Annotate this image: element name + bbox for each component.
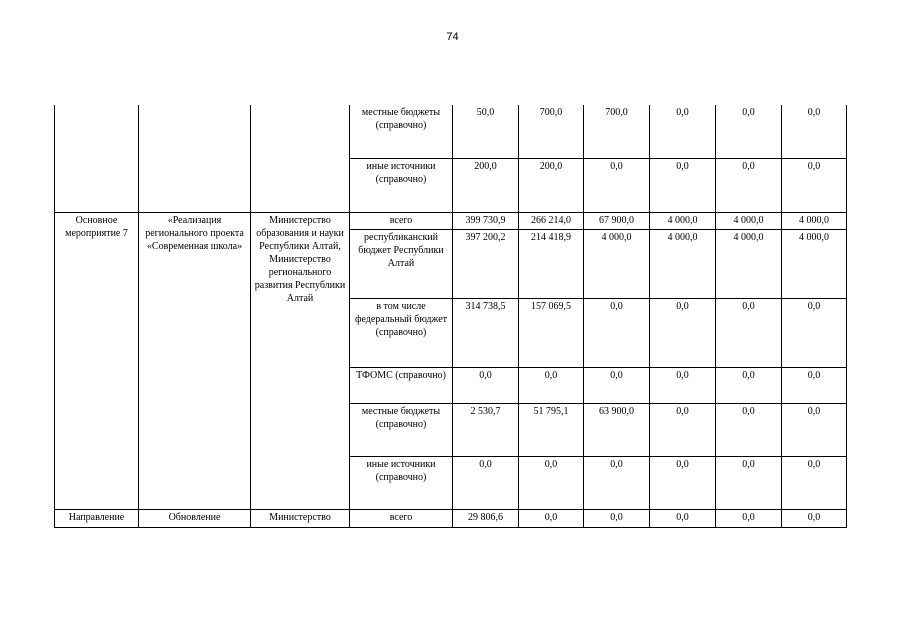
value-cell: 0,0 — [453, 456, 519, 509]
value-cell: 200,0 — [519, 158, 584, 212]
cont-name-cell — [139, 105, 251, 212]
budget-table — [54, 105, 847, 528]
value-cell: 200,0 — [453, 158, 519, 212]
value-cell: 51 795,1 — [519, 403, 584, 456]
value-cell: 0,0 — [519, 456, 584, 509]
source-cell: иные источники (справочно) — [350, 456, 453, 509]
measure-executor-cell: Министерство образования и науки Республики Алтай, Министерство регионального развития Республики Алтай — [251, 212, 350, 509]
value-cell: 4 000,0 — [584, 229, 650, 298]
value-cell: 700,0 — [584, 105, 650, 158]
direction-name-cell: Обновление — [139, 509, 251, 527]
value-cell: 0,0 — [519, 509, 584, 527]
value-cell: 0,0 — [584, 298, 650, 367]
direction-executor-cell: Министерство — [251, 509, 350, 527]
value-cell: 399 730,9 — [453, 212, 519, 229]
cont-executor-cell — [251, 105, 350, 212]
table-row — [55, 105, 847, 158]
direction-type-cell: Направление — [55, 509, 139, 527]
value-cell: 0,0 — [584, 456, 650, 509]
value-cell: 2 530,7 — [453, 403, 519, 456]
value-cell: 4 000,0 — [782, 229, 847, 298]
value-cell: 0,0 — [716, 456, 782, 509]
value-cell: 0,0 — [782, 509, 847, 527]
value-cell: 63 900,0 — [584, 403, 650, 456]
value-cell: 700,0 — [519, 105, 584, 158]
table-row — [55, 509, 847, 527]
value-cell: 67 900,0 — [584, 212, 650, 229]
page-number: 74 — [446, 31, 459, 43]
value-cell: 50,0 — [453, 105, 519, 158]
value-cell: 266 214,0 — [519, 212, 584, 229]
source-cell: всего — [350, 212, 453, 229]
measure-name-cell: «Реализация регионального проекта «Современная школа» — [139, 212, 251, 509]
value-cell: 0,0 — [716, 367, 782, 403]
value-cell: 4 000,0 — [716, 212, 782, 229]
source-cell: в том числе федеральный бюджет (справочно) — [350, 298, 453, 367]
value-cell: 0,0 — [650, 367, 716, 403]
source-cell: всего — [350, 509, 453, 527]
value-cell: 0,0 — [782, 158, 847, 212]
source-cell: ТФОМС (справочно) — [350, 367, 453, 403]
table-row — [55, 212, 847, 229]
measure-type-cell: Основное мероприятие 7 — [55, 212, 139, 509]
value-cell: 0,0 — [584, 509, 650, 527]
value-cell: 0,0 — [716, 403, 782, 456]
value-cell: 0,0 — [716, 509, 782, 527]
value-cell: 4 000,0 — [716, 229, 782, 298]
cont-type-cell — [55, 105, 139, 212]
value-cell: 0,0 — [453, 367, 519, 403]
table-body — [55, 105, 847, 527]
value-cell: 4 000,0 — [650, 229, 716, 298]
source-cell: республиканский бюджет Республики Алтай — [350, 229, 453, 298]
value-cell: 0,0 — [782, 403, 847, 456]
value-cell: 0,0 — [519, 367, 584, 403]
source-cell: местные бюджеты (справочно) — [350, 105, 453, 158]
value-cell: 0,0 — [650, 456, 716, 509]
value-cell: 0,0 — [716, 105, 782, 158]
value-cell: 0,0 — [650, 298, 716, 367]
value-cell: 29 806,6 — [453, 509, 519, 527]
value-cell: 0,0 — [716, 298, 782, 367]
source-cell: иные источники (справочно) — [350, 158, 453, 212]
value-cell: 314 738,5 — [453, 298, 519, 367]
source-cell: местные бюджеты (справочно) — [350, 403, 453, 456]
value-cell: 4 000,0 — [782, 212, 847, 229]
value-cell: 0,0 — [782, 367, 847, 403]
value-cell: 214 418,9 — [519, 229, 584, 298]
value-cell: 157 069,5 — [519, 298, 584, 367]
value-cell: 0,0 — [650, 403, 716, 456]
value-cell: 0,0 — [650, 509, 716, 527]
value-cell: 0,0 — [650, 105, 716, 158]
value-cell: 0,0 — [782, 456, 847, 509]
value-cell: 0,0 — [716, 158, 782, 212]
value-cell: 0,0 — [584, 367, 650, 403]
value-cell: 0,0 — [584, 158, 650, 212]
value-cell: 0,0 — [650, 158, 716, 212]
value-cell: 397 200,2 — [453, 229, 519, 298]
value-cell: 4 000,0 — [650, 212, 716, 229]
value-cell: 0,0 — [782, 298, 847, 367]
value-cell: 0,0 — [782, 105, 847, 158]
